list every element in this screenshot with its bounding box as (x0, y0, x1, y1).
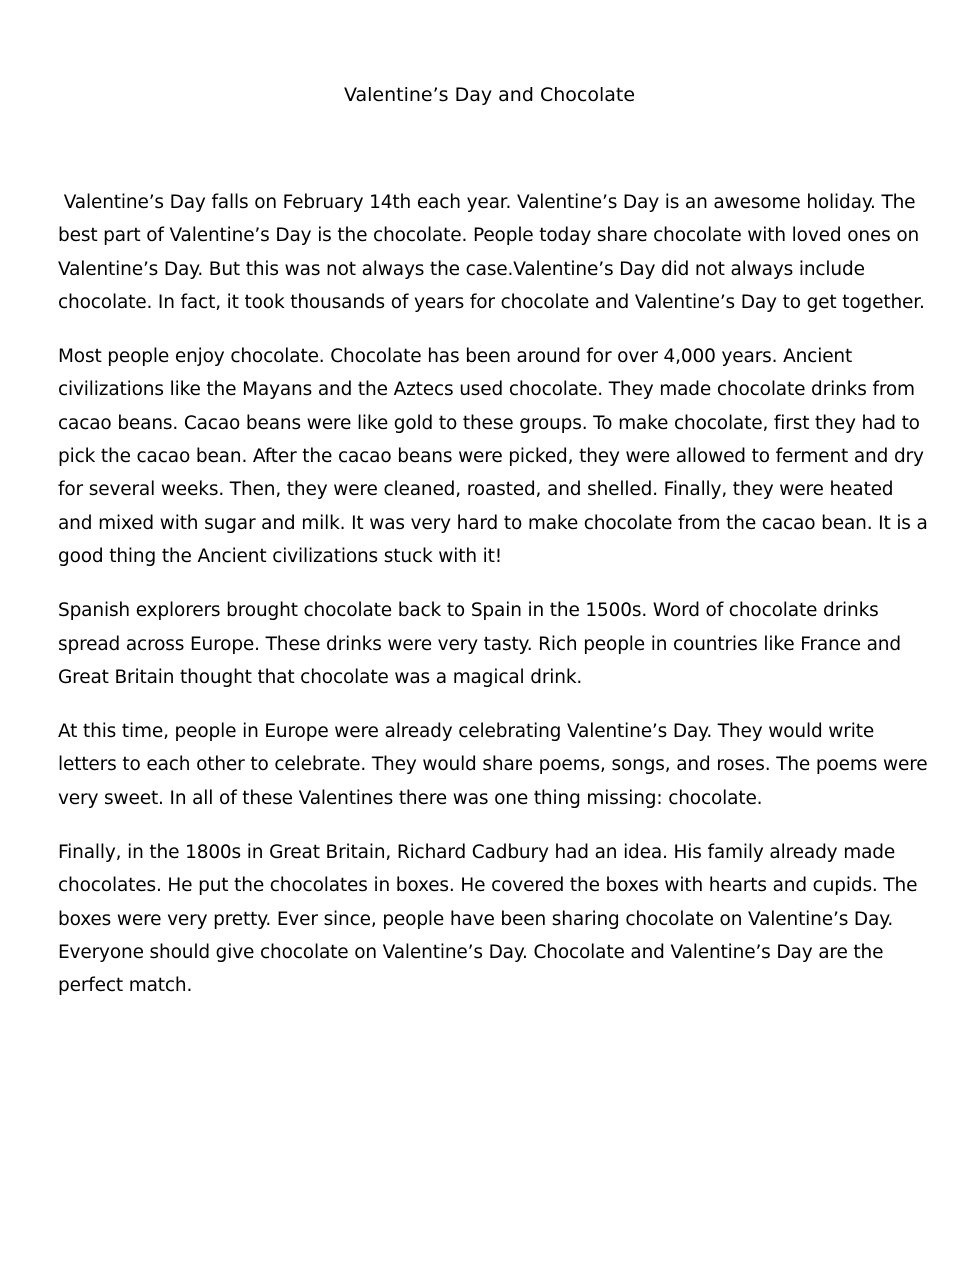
paragraph-europe-valentines: At this time, people in Europe were already celebrating Valentine’s Day. They would write letters to each other to celebrate. They would share poems, songs, and roses. The poems were very sweet. In all of these Valentines there was one thing missing: chocolate. (58, 721, 928, 809)
paragraph-spanish-explorers: Spanish explorers brought chocolate back to Spain in the 1500s. Word of chocolate drinks spread across Europe. These drinks were very tasty. Rich people in countries like France and Great Britain thought that chocolate was a magical drink. (58, 600, 901, 688)
paragraph-intro: Valentine’s Day falls on February 14th each year. Valentine’s Day is an awesome holiday. The best part of Valentine’s Day is the chocolate. People today share chocolate with loved ones on Valentine’s Day. But this was not always the case.Valentine’s Day did not always include chocolate. In fact, it took thousands of years for chocolate and Valentine’s Day to get together. (58, 192, 925, 313)
paragraph-history: Most people enjoy chocolate. Chocolate has been around for over 4,000 years. Ancient civilizations like the Mayans and the Aztecs used chocolate. They made chocolate drinks from cacao beans. Cacao beans were like gold to these groups. To make chocolate, first they had to pick the cacao bean. After the cacao beans were picked, they were allowed to ferment and dry for several weeks. Then, they were cleaned, roasted, and shelled. Finally, they were heated and mixed with sugar and milk. It was very hard to make chocolate from the cacao bean. It is a good thing the Ancient civilizations stuck with it! (58, 346, 928, 567)
document-title: Valentine’s Day and Chocolate (343, 84, 636, 106)
document-body (58, 186, 928, 1024)
paragraph-cadbury: Finally, in the 1800s in Great Britain, Richard Cadbury had an idea. His family already made chocolates. He put the chocolates in boxes. He covered the boxes with hearts and cupids. The boxes were very pretty. Ever since, people have been sharing chocolate on Valentine’s Day. Everyone should give chocolate on Valentine’s Day. Chocolate and Valentine’s Day are the perfect match. (58, 842, 918, 997)
